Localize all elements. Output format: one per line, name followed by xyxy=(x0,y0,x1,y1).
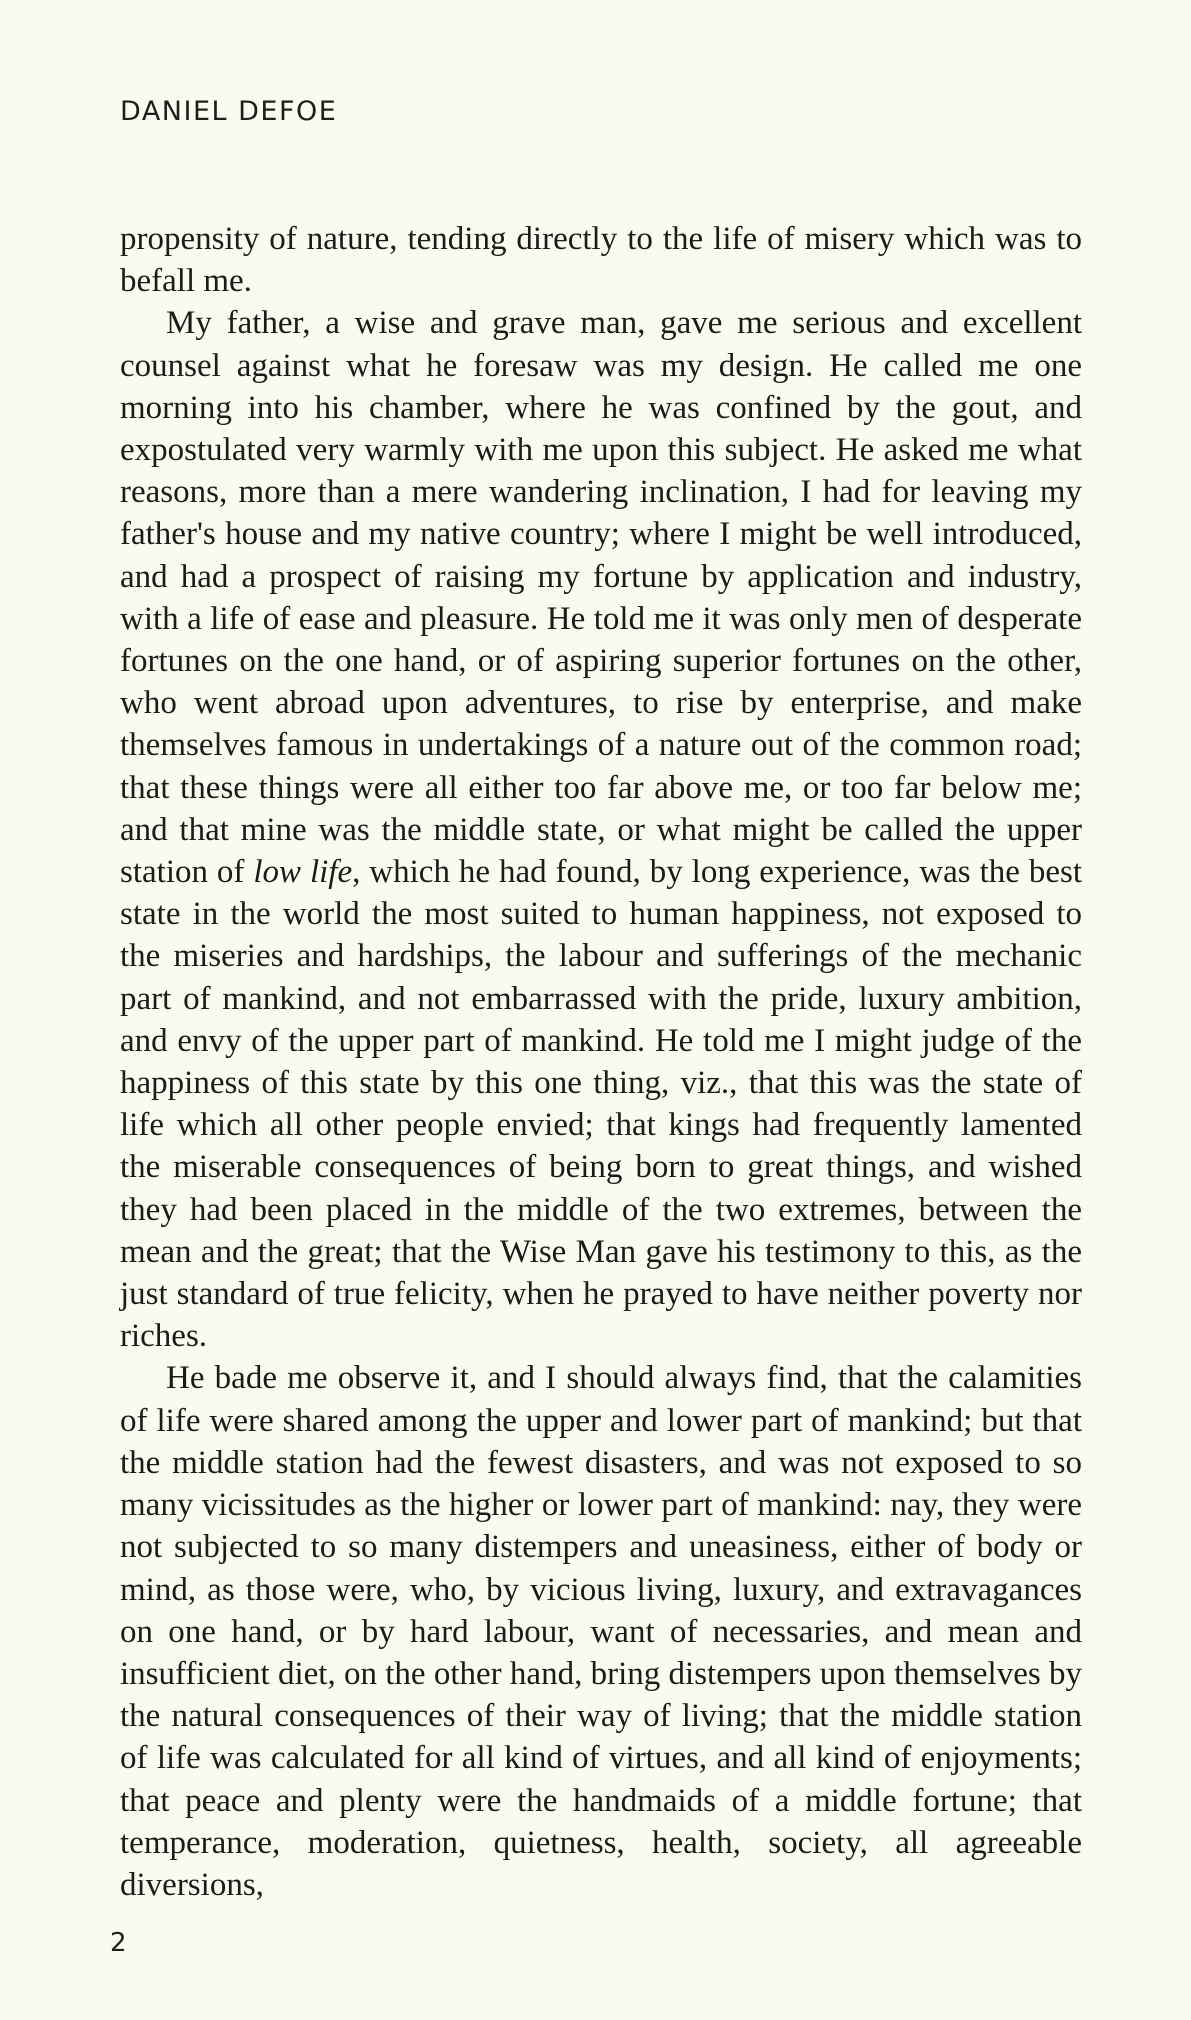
paragraph-1 xyxy=(120,218,1082,302)
running-head: DANIEL DEFOE xyxy=(120,96,338,127)
paragraph-3 xyxy=(120,1357,1082,1906)
italic-low-life: low life xyxy=(253,854,353,891)
page-number: 2 xyxy=(110,1928,127,1958)
paragraph-1-text: propensity of nature, tending directly to the life of misery which was to befall me. xyxy=(120,221,1082,300)
paragraph-2-text-continued: , which he had found, by long experience, was the best state in the world the most suited to human happiness, not exposed to the miseries and hardships, the labour and sufferings of the mechanic part of mankind, and not embarrassed with the pride, luxury ambition, and envy of the upper part of mankind. He told me I might judge of the happiness of this state by this one thing, viz., that this was the state of life which all other people envied; that kings had frequently lamented the miserable consequences of being born to great things, and wished they had been placed in the middle of the two extremes, between the mean and the great; that the Wise Man gave his testimony to this, as the just standard of true felicity, when he prayed to have neither poverty nor riches. xyxy=(120,854,1082,1355)
paragraph-2-text: My father, a wise and grave man, gave me serious and excellent counsel against what he foresaw was my design. He called me one morning into his chamber, where he was confined by the gout, and expostulated very warmly with me upon this subject. He asked me what reasons, more than a mere wandering inclination, I had for leaving my father's house and my native country; where I might be well introduced, and had a prospect of raising my fortune by application and industry, with a life of ease and pleasure. He told me it was only men of desperate fortunes on the one hand, or of aspiring superior fortunes on the other, who went abroad upon adventures, to rise by enterprise, and make themselves famous in undertakings of a nature out of the common road; that these things were all either too far above me, or too far below me; and that mine was the middle state, or what might be called the upper station of xyxy=(120,305,1082,891)
body-text xyxy=(120,218,1082,1906)
paragraph-3-text: He bade me observe it, and I should always find, that the calamities of life were shared among the upper and lower part of mankind; but that the middle station had the fewest disasters, and was not exposed to so many vicissitudes as the higher or lower part of mankind: nay, they were not subjected to so many distempers and uneasiness, either of body or mind, as those were, who, by vicious living, luxury, and extravagances on one hand, or by hard labour, want of necessaries, and mean and insufficient diet, on the other hand, bring distempers upon themselves by the natural consequences of their way of living; that the middle station of life was calculated for all kind of virtues, and all kind of enjoyments; that peace and plenty were the handmaids of a middle fortune; that temperance, moderation, quietness, health, society, all agreeable diversions, xyxy=(120,1360,1082,1903)
paragraph-2 xyxy=(120,302,1082,1357)
